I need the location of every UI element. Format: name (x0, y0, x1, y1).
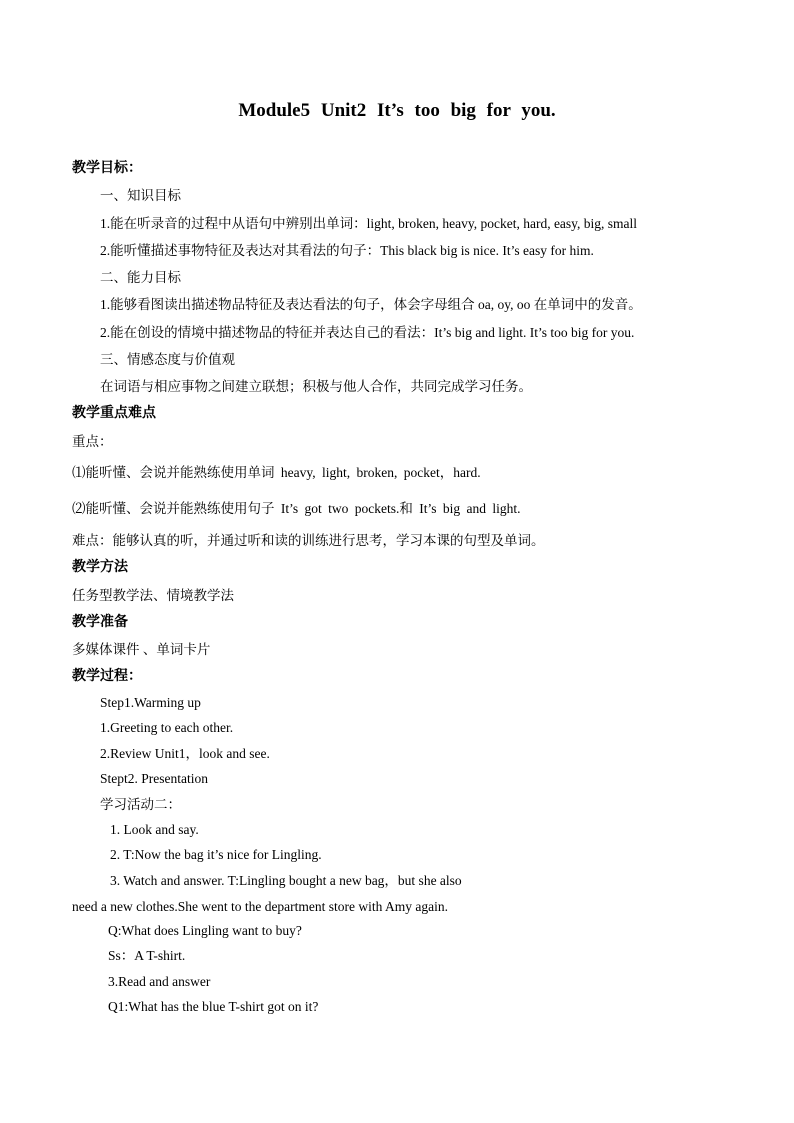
difficult-point: 难点：能够认真的听，并通过听和读的训练进行思考，学习本课的句型及单词。 (72, 533, 545, 548)
objective-item: 2.能在创设的情境中描述物品的特征并表达自己的看法：It’s big and light. It’s too big for you. (100, 325, 635, 340)
step-item: 2.Review Unit1，look and see. (100, 746, 270, 761)
heading-teaching-process: 教学过程： (72, 669, 142, 684)
answer-item: Ss：A T-shirt. (108, 948, 186, 963)
question-item: Q:What does Lingling want to buy? (108, 923, 302, 938)
key-point-item: ⑵能听懂、会说并能熟练使用句子 It’s got two pockets.和 It’s big and light. (72, 501, 521, 516)
subheading-attitude-values: 三、情感态度与价值观 (100, 352, 235, 367)
heading-teaching-methods: 教学方法 (72, 560, 128, 575)
document-title: Module5 Unit2 It’s too big for you. (238, 100, 556, 121)
objective-item: 在词语与相应事物之间建立联想；积极与他人合作，共同完成学习任务。 (100, 379, 532, 394)
objective-item: 1.能在听录音的过程中从语句中辨别出单词：light, broken, heavy, pocket, hard, easy, big, small (100, 216, 638, 231)
subheading-knowledge-objectives: 一、知识目标 (100, 188, 181, 203)
heading-teaching-preparation: 教学准备 (72, 615, 128, 630)
activity-item: 2. T:Now the bag it’s nice for Lingling. (110, 847, 322, 862)
question-item: Q1:What has the blue T-shirt got on it? (108, 999, 319, 1014)
teaching-methods-text: 任务型教学法、情境教学法 (72, 588, 234, 603)
activity-item: 1. Look and say. (110, 822, 199, 837)
teaching-preparation-text: 多媒体课件 、单词卡片 (72, 642, 211, 657)
heading-teaching-objectives: 教学目标： (72, 161, 142, 176)
step-heading: Step1.Warming up (100, 695, 201, 710)
key-points-label: 重点： (72, 434, 113, 449)
activity-item: 3.Read and answer (108, 974, 211, 989)
heading-key-difficult-points: 教学重点难点 (72, 406, 156, 421)
objective-item: 2.能听懂描述事物特征及表达对其看法的句子：This black big is nice. It’s easy for him. (100, 243, 594, 258)
key-point-item: ⑴能听懂、会说并能熟练使用单词 heavy, light, broken, pocket，hard. (72, 465, 481, 480)
activity-item-continued: need a new clothes.She went to the department store with Amy again. (72, 899, 449, 914)
activity-item: 3. Watch and answer. T:Lingling bought a new bag，but she also (110, 873, 462, 888)
step-item: 1.Greeting to each other. (100, 720, 234, 735)
activity-heading: 学习活动二： (100, 797, 181, 812)
step-heading: Stept2. Presentation (100, 771, 208, 786)
subheading-ability-objectives: 二、能力目标 (100, 270, 181, 285)
objective-item: 1.能够看图读出描述物品特征及表达看法的句子，体会字母组合 oa, oy, oo 在单词中的发音。 (100, 297, 642, 312)
